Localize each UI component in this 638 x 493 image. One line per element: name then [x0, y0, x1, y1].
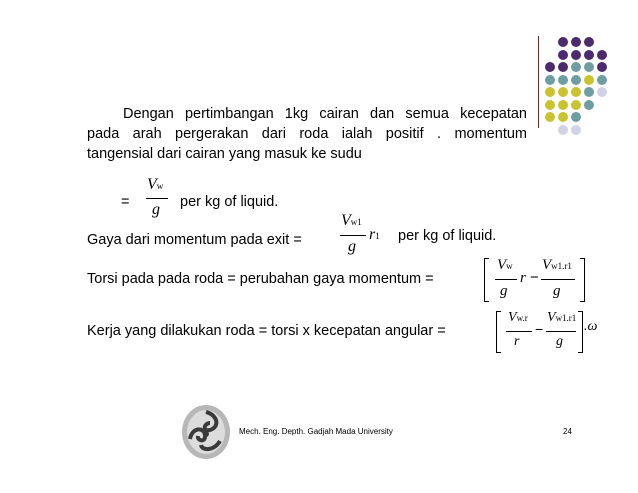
- eq3-a-factor: r: [520, 270, 526, 286]
- eq2-denominator: g: [348, 238, 356, 255]
- eq1-fraction-bar: [146, 198, 168, 199]
- decor-dot: [584, 37, 594, 47]
- decor-dot: [597, 50, 607, 60]
- eq3-a-numerator: Vw: [497, 257, 513, 273]
- paragraph-line-2: pada arah pergerakan dari roda ialah positif . momentum: [87, 126, 527, 142]
- decor-dot: [584, 50, 594, 60]
- eq4-tail: .ω: [584, 319, 598, 334]
- page-number: 24: [563, 427, 572, 436]
- decor-dot: [597, 62, 607, 72]
- eq4-b-fraction-bar: [546, 331, 576, 332]
- eq3-right-bracket: [580, 258, 585, 302]
- eq3-a-fraction-bar: [495, 279, 517, 280]
- decor-dot: [571, 87, 581, 97]
- paragraph-line-3: tangensial dari cairan yang masuk ke sudu: [87, 146, 362, 162]
- paragraph-line-1: Dengan pertimbangan 1kg cairan dan semua kecepatan: [123, 106, 527, 122]
- eq3-a-denominator: g: [500, 283, 508, 299]
- eq1-numerator: Vw: [147, 176, 164, 193]
- decor-dot: [584, 62, 594, 72]
- eq2-fraction-bar: [340, 235, 366, 236]
- eq4-a-denominator: r: [514, 334, 520, 349]
- eq4-a-numerator: Vw.r: [508, 310, 528, 325]
- eq3-b-numerator: Vw1.r1: [542, 257, 572, 273]
- decor-dot: [545, 112, 555, 122]
- decor-dot: [545, 87, 555, 97]
- eq4-b-numerator: Vw1.r1: [547, 310, 577, 325]
- eq2-label: Gaya dari momentum pada exit =: [87, 232, 302, 248]
- decor-dot: [584, 75, 594, 85]
- decor-dot: [597, 75, 607, 85]
- eq1-suffix: per kg of liquid.: [180, 194, 279, 210]
- decor-dot: [558, 112, 568, 122]
- eq4-minus: −: [535, 321, 544, 337]
- eq2-numerator: Vw1: [341, 212, 362, 229]
- decor-dot: [584, 87, 594, 97]
- eq3-label: Torsi pada pada roda = perubahan gaya momentum =: [87, 271, 434, 287]
- divider-line: [538, 36, 539, 128]
- eq4-left-bracket: [496, 311, 501, 353]
- decor-dot: [571, 37, 581, 47]
- eq3-b-denominator: g: [553, 283, 561, 299]
- decor-dot: [558, 100, 568, 110]
- eq4-right-bracket: [578, 311, 583, 353]
- eq4-a-fraction-bar: [506, 331, 532, 332]
- eq1-denominator: g: [152, 201, 160, 218]
- decor-dot: [558, 50, 568, 60]
- eq2-suffix: per kg of liquid.: [398, 228, 497, 244]
- decor-dot: [571, 75, 581, 85]
- eq4-b-denominator: g: [556, 334, 563, 349]
- university-logo: [180, 403, 232, 461]
- decor-dot: [558, 125, 568, 135]
- decor-dot: [584, 100, 594, 110]
- eq1-equals: =: [121, 194, 130, 210]
- decor-dot: [571, 62, 581, 72]
- decor-dot: [571, 100, 581, 110]
- intro-paragraph: [87, 104, 527, 164]
- eq2-factor: r1: [369, 226, 380, 243]
- decor-dot: [571, 50, 581, 60]
- decor-dot: [558, 37, 568, 47]
- decor-dot: [545, 62, 555, 72]
- decor-dot: [545, 75, 555, 85]
- decor-dot: [597, 87, 607, 97]
- decor-dot: [558, 75, 568, 85]
- decor-dot: [558, 87, 568, 97]
- eq3-minus: −: [530, 269, 539, 286]
- decor-dot: [558, 62, 568, 72]
- decor-dot: [571, 112, 581, 122]
- eq3-b-fraction-bar: [541, 279, 575, 280]
- eq3-left-bracket: [484, 258, 489, 302]
- footer-university: Mech. Eng. Depth. Gadjah Mada University: [239, 427, 393, 436]
- decor-dot: [571, 125, 581, 135]
- eq4-label: Kerja yang dilakukan roda = torsi x kecepatan angular =: [87, 323, 446, 339]
- decor-dot: [545, 100, 555, 110]
